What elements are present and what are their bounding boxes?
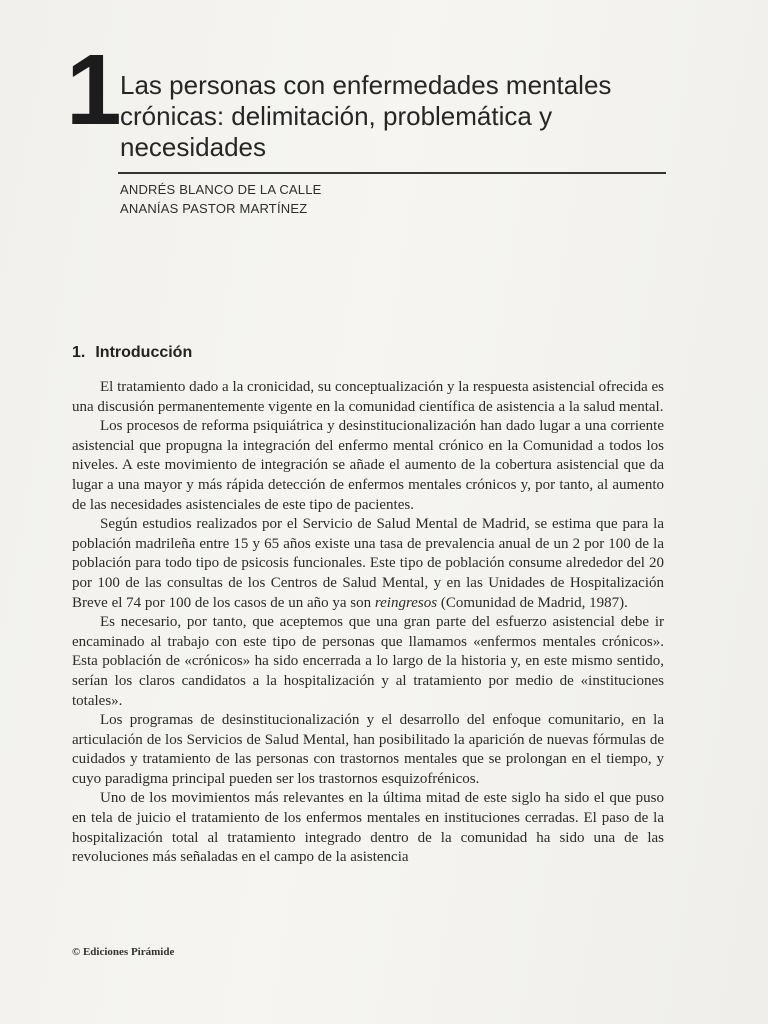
chapter-title: Las personas con enfermedades mentales crónicas: delimitación, problemática y necesidades xyxy=(120,70,612,162)
section-title: Introducción xyxy=(95,344,193,361)
paragraph: Uno de los movimientos más relevantes en la última mitad de este siglo ha sido el que puso en tela de juicio el tratamiento de los enfermos mentales en instituciones cerradas. El paso de la hospitalización total al tratamiento integrado dentro de la comunidad ha sido una de las revoluciones más señaladas en el campo de la asistencia xyxy=(72,790,664,866)
paragraph: El tratamiento dado a la cronicidad, su conceptualización y la respuesta asistencial ofrecida es una discusión permanentemente vigente en la comunidad científica de asistencia a la salud mental. xyxy=(72,379,664,415)
author-name: ANANÍAS PASTOR MARTÍNEZ xyxy=(120,201,308,216)
title-rule xyxy=(118,172,666,174)
chapter-number: 1 xyxy=(66,34,122,146)
author-name: ANDRÉS BLANCO DE LA CALLE xyxy=(120,182,322,197)
section-number: 1. xyxy=(72,344,86,361)
paragraph: Los programas de desinstitucionalización y el desarrollo del enfoque comunitario, en la articulación de los Servicios de Salud Mental, han posibilitado la aparición de nuevas fórmulas de cuidados y tratamiento de las personas con trastornos mentales que se prolongan en el tiempo, y cuyo paradigma principal pueden ser los trastornos esquizofrénicos. xyxy=(72,712,664,787)
section-heading xyxy=(72,344,192,362)
publisher-footer: © Ediciones Pirámide xyxy=(72,946,175,958)
emphasized-term: reingresos xyxy=(374,594,438,611)
paragraph-text: Según estudios realizados por el Servicio de Salud Mental de Madrid, se estima que para la población madrileña entre 15 y 65 años existe una tasa de prevalencia anual de un 2 por 100 de la población para todo tipo de psicosis funcionales. Este tipo de población consume alrededor del 20 por 100 de las consultas de los Centros de Salud Mental, y en las Unidades de Hospitalización Breve el 74 por 100 de los casos de un año ya son xyxy=(72,516,664,611)
paragraph xyxy=(72,515,664,613)
body-text xyxy=(72,378,664,868)
paragraph-text: (Comunidad de Madrid, 1987). xyxy=(437,594,628,611)
paragraph: Es necesario, por tanto, que aceptemos que una gran parte del esfuerzo asistencial debe ir encaminado al trabajo con este tipo de personas que llamamos «enfermos mentales crónicos». Esta población de «crónicos» ha sido encerrada a lo largo de la historia y, en este mismo sentido, serían los claros candidatos a la hospitalización y al tratamiento por medio de «instituciones totales». xyxy=(72,614,664,709)
author-list xyxy=(120,180,322,218)
paragraph: Los procesos de reforma psiquiátrica y desinstitucionalización han dado lugar a una corriente asistencial que propugna la integración del enfermo mental crónico en la Comunidad a todos los niveles. A este movimiento de integración se añade el aumento de la cobertura asistencial que da lugar a una mayor y más rápida detección de enfermos mentales crónicos y, por tanto, al aumento de las necesidades asistenciales de este tipo de pacientes. xyxy=(72,418,664,513)
